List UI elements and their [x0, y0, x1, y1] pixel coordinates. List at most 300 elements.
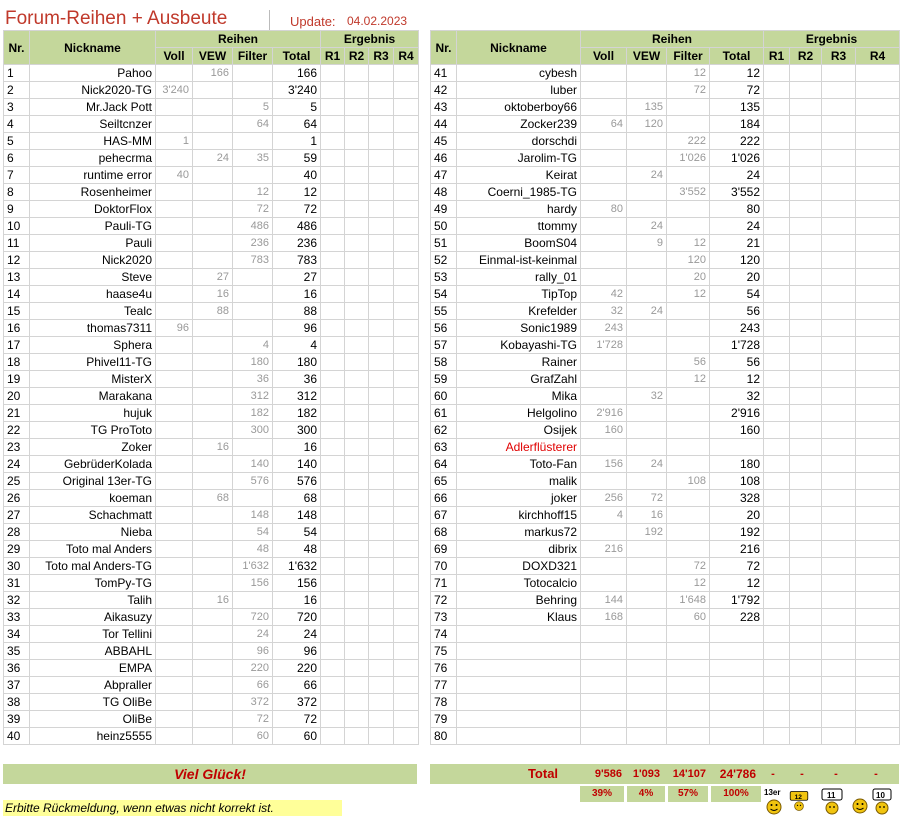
row-filter: 3'552 [667, 184, 710, 201]
row-nr: 13 [4, 269, 30, 286]
row-nr: 41 [431, 65, 457, 82]
row-result-r4 [856, 133, 900, 150]
row-result-r2 [345, 473, 369, 490]
row-filter [667, 456, 710, 473]
row-nr: 19 [4, 371, 30, 388]
row-nr: 62 [431, 422, 457, 439]
row-result-r2 [345, 456, 369, 473]
row-result-r4 [394, 201, 419, 218]
row-total: 180 [273, 354, 321, 371]
row-result-r3 [822, 405, 856, 422]
row-filter [233, 65, 273, 82]
row-result-r1 [764, 320, 790, 337]
row-voll [156, 439, 193, 456]
row-voll [581, 728, 627, 745]
row-vew [193, 218, 233, 235]
row-total: 1'632 [273, 558, 321, 575]
row-filter: 372 [233, 694, 273, 711]
row-result-r3 [369, 354, 394, 371]
table-row [4, 133, 419, 150]
row-nickname: Rosenheimer [30, 184, 156, 201]
row-total: 300 [273, 422, 321, 439]
row-filter [667, 303, 710, 320]
row-result-r3 [369, 694, 394, 711]
row-result-r3 [369, 99, 394, 116]
row-total: 72 [710, 558, 764, 575]
badge-10-icon [870, 786, 894, 816]
table-row [4, 694, 419, 711]
badge-11-label: 11 [827, 791, 836, 800]
row-vew [627, 184, 667, 201]
row-result-r4 [856, 660, 900, 677]
row-nickname: pehecrma [30, 150, 156, 167]
row-vew [627, 286, 667, 303]
row-nickname: Mr.Jack Pott [30, 99, 156, 116]
row-vew [627, 473, 667, 490]
row-result-r3 [369, 439, 394, 456]
row-result-r3 [369, 133, 394, 150]
row-result-r2 [790, 473, 822, 490]
row-filter: 60 [667, 609, 710, 626]
row-voll: 1'728 [581, 337, 627, 354]
row-nickname: Nick2020-TG [30, 82, 156, 99]
row-result-r1 [764, 728, 790, 745]
row-result-r4 [856, 252, 900, 269]
row-vew [193, 116, 233, 133]
row-result-r2 [345, 507, 369, 524]
row-result-r4 [394, 456, 419, 473]
row-nickname: Schachmatt [30, 507, 156, 524]
row-result-r2 [345, 269, 369, 286]
row-result-r1 [764, 235, 790, 252]
row-filter: 220 [233, 660, 273, 677]
row-result-r1 [321, 405, 345, 422]
row-result-r2 [790, 728, 822, 745]
row-filter: 12 [667, 286, 710, 303]
row-nickname: Talih [30, 592, 156, 609]
row-filter: 5 [233, 99, 273, 116]
row-result-r4 [394, 388, 419, 405]
row-result-r2 [790, 184, 822, 201]
row-result-r3 [822, 524, 856, 541]
row-vew [193, 371, 233, 388]
row-result-r2 [790, 439, 822, 456]
row-nickname: Original 13er-TG [30, 473, 156, 490]
row-vew [193, 677, 233, 694]
row-result-r3 [822, 643, 856, 660]
row-result-r4 [394, 99, 419, 116]
table-row [431, 201, 900, 218]
badge-10-label: 10 [876, 791, 885, 800]
row-result-r1 [764, 558, 790, 575]
row-result-r1 [764, 133, 790, 150]
row-vew [627, 422, 667, 439]
row-total: 4 [273, 337, 321, 354]
row-voll [581, 660, 627, 677]
row-result-r2 [345, 303, 369, 320]
row-total: 54 [273, 524, 321, 541]
row-vew [193, 405, 233, 422]
row-result-r1 [321, 184, 345, 201]
col-r3: R3 [822, 48, 856, 65]
row-result-r4 [856, 524, 900, 541]
row-total [710, 439, 764, 456]
row-nr: 39 [4, 711, 30, 728]
row-filter: 12 [233, 184, 273, 201]
row-nr: 55 [431, 303, 457, 320]
row-filter [233, 303, 273, 320]
row-result-r2 [790, 116, 822, 133]
row-voll [581, 558, 627, 575]
row-voll [156, 473, 193, 490]
row-result-r3 [369, 609, 394, 626]
row-result-r1 [321, 677, 345, 694]
row-result-r3 [822, 388, 856, 405]
row-vew: 16 [193, 286, 233, 303]
row-result-r1 [321, 337, 345, 354]
row-voll [581, 269, 627, 286]
row-filter: 72 [667, 558, 710, 575]
row-result-r3 [822, 116, 856, 133]
row-result-r4 [856, 490, 900, 507]
row-result-r3 [822, 711, 856, 728]
row-filter: 66 [233, 677, 273, 694]
row-result-r3 [822, 201, 856, 218]
row-total: 27 [273, 269, 321, 286]
row-voll [156, 643, 193, 660]
row-vew [193, 660, 233, 677]
row-result-r4 [856, 507, 900, 524]
row-total: 5 [273, 99, 321, 116]
row-nr: 33 [4, 609, 30, 626]
table-row [4, 660, 419, 677]
row-result-r3 [822, 694, 856, 711]
row-nickname: ABBAHL [30, 643, 156, 660]
row-result-r2 [345, 660, 369, 677]
row-result-r4 [856, 694, 900, 711]
row-nr: 37 [4, 677, 30, 694]
row-vew [627, 592, 667, 609]
row-filter: 35 [233, 150, 273, 167]
row-result-r4 [394, 694, 419, 711]
row-voll [156, 184, 193, 201]
row-nr: 52 [431, 252, 457, 269]
row-vew [627, 82, 667, 99]
row-vew [627, 677, 667, 694]
row-voll [156, 371, 193, 388]
table-row [4, 252, 419, 269]
row-nickname [457, 643, 581, 660]
row-nickname [457, 660, 581, 677]
row-result-r4 [856, 269, 900, 286]
row-result-r1 [321, 507, 345, 524]
row-vew [193, 133, 233, 150]
row-result-r4 [394, 133, 419, 150]
row-nickname: runtime error [30, 167, 156, 184]
row-vew: 24 [627, 456, 667, 473]
row-nickname: DoktorFlox [30, 201, 156, 218]
row-vew [193, 235, 233, 252]
row-nr: 54 [431, 286, 457, 303]
row-nr: 18 [4, 354, 30, 371]
row-voll [581, 167, 627, 184]
row-filter: 36 [233, 371, 273, 388]
row-result-r1 [321, 269, 345, 286]
row-voll [156, 524, 193, 541]
row-result-r3 [822, 303, 856, 320]
row-nr: 68 [431, 524, 457, 541]
row-vew: 166 [193, 65, 233, 82]
row-result-r4 [394, 439, 419, 456]
row-total: 56 [710, 354, 764, 371]
table-row [4, 167, 419, 184]
total-total: 24'786 [719, 767, 756, 781]
row-total: 108 [710, 473, 764, 490]
row-result-r3 [369, 201, 394, 218]
row-nickname: heinz5555 [30, 728, 156, 745]
row-filter [667, 405, 710, 422]
row-nickname: HAS-MM [30, 133, 156, 150]
row-result-r2 [345, 82, 369, 99]
row-result-r2 [790, 99, 822, 116]
row-vew [193, 609, 233, 626]
row-vew [193, 337, 233, 354]
total-label: Total [527, 766, 559, 781]
row-total: 24 [273, 626, 321, 643]
row-total: 160 [710, 422, 764, 439]
row-result-r2 [345, 354, 369, 371]
row-result-r4 [856, 167, 900, 184]
row-nickname: Mika [457, 388, 581, 405]
row-result-r3 [369, 371, 394, 388]
row-result-r3 [822, 354, 856, 371]
row-vew [627, 694, 667, 711]
row-result-r3 [369, 184, 394, 201]
row-result-r1 [764, 541, 790, 558]
row-total: 64 [273, 116, 321, 133]
row-total: 54 [710, 286, 764, 303]
row-total: 328 [710, 490, 764, 507]
row-voll: 256 [581, 490, 627, 507]
row-nr: 34 [4, 626, 30, 643]
row-total: 3'552 [710, 184, 764, 201]
row-voll: 96 [156, 320, 193, 337]
table-row [431, 252, 900, 269]
row-nickname: Jarolim-TG [457, 150, 581, 167]
row-vew [627, 609, 667, 626]
row-voll [156, 694, 193, 711]
row-result-r4 [394, 558, 419, 575]
row-result-r1 [321, 201, 345, 218]
row-vew: 192 [627, 524, 667, 541]
row-nr: 6 [4, 150, 30, 167]
col-group-reihen: Reihen [156, 31, 321, 48]
row-nickname: haase4u [30, 286, 156, 303]
row-result-r2 [790, 388, 822, 405]
row-vew: 72 [627, 490, 667, 507]
row-result-r2 [790, 201, 822, 218]
row-vew: 68 [193, 490, 233, 507]
table-row [431, 609, 900, 626]
row-vew [193, 694, 233, 711]
row-nr: 24 [4, 456, 30, 473]
row-result-r4 [394, 167, 419, 184]
row-result-r1 [764, 354, 790, 371]
row-filter [233, 133, 273, 150]
row-total: 12 [710, 65, 764, 82]
pct-vew: 4% [627, 786, 665, 802]
row-voll [156, 99, 193, 116]
table-row [431, 388, 900, 405]
row-result-r3 [822, 541, 856, 558]
row-nickname: TG OliBe [30, 694, 156, 711]
row-nickname: hardy [457, 201, 581, 218]
row-filter: 24 [233, 626, 273, 643]
row-filter [667, 490, 710, 507]
row-nr: 5 [4, 133, 30, 150]
row-filter [667, 660, 710, 677]
row-result-r3 [822, 558, 856, 575]
badge-13er-label: 13er [764, 788, 781, 797]
row-result-r4 [856, 82, 900, 99]
row-result-r3 [822, 99, 856, 116]
row-result-r4 [856, 388, 900, 405]
row-result-r4 [394, 337, 419, 354]
row-nr: 58 [431, 354, 457, 371]
row-voll [581, 235, 627, 252]
row-result-r3 [822, 167, 856, 184]
row-result-r1 [764, 507, 790, 524]
row-result-r1 [764, 388, 790, 405]
feedback-note: Erbitte Rückmeldung, wenn etwas nicht korrekt ist. [3, 800, 342, 816]
row-nr: 7 [4, 167, 30, 184]
row-voll [581, 82, 627, 99]
row-voll [156, 65, 193, 82]
row-vew [627, 626, 667, 643]
row-result-r4 [394, 235, 419, 252]
row-result-r2 [345, 150, 369, 167]
table-row [4, 677, 419, 694]
table-row [431, 184, 900, 201]
row-voll [581, 354, 627, 371]
row-result-r4 [394, 473, 419, 490]
row-total: 135 [710, 99, 764, 116]
col-group-ergebnis: Ergebnis [321, 31, 419, 48]
row-result-r1 [764, 575, 790, 592]
row-filter: 576 [233, 473, 273, 490]
row-vew: 16 [193, 592, 233, 609]
row-voll [581, 439, 627, 456]
row-result-r1 [321, 65, 345, 82]
row-result-r1 [764, 337, 790, 354]
row-result-r4 [394, 711, 419, 728]
total-r1: - [771, 768, 775, 780]
row-total: 96 [273, 320, 321, 337]
row-result-r3 [369, 116, 394, 133]
row-filter [667, 439, 710, 456]
row-nickname: Abpraller [30, 677, 156, 694]
table-row [4, 592, 419, 609]
row-result-r3 [369, 711, 394, 728]
table-row [431, 354, 900, 371]
row-result-r3 [369, 388, 394, 405]
row-result-r2 [345, 201, 369, 218]
row-total: 1'026 [710, 150, 764, 167]
row-nickname: rally_01 [457, 269, 581, 286]
row-nr: 35 [4, 643, 30, 660]
row-result-r2 [345, 439, 369, 456]
row-voll: 4 [581, 507, 627, 524]
row-result-r4 [856, 439, 900, 456]
row-vew [193, 711, 233, 728]
row-voll [156, 218, 193, 235]
row-result-r4 [394, 218, 419, 235]
row-filter [233, 269, 273, 286]
row-voll: 156 [581, 456, 627, 473]
row-nr: 67 [431, 507, 457, 524]
row-result-r1 [321, 439, 345, 456]
row-result-r4 [856, 609, 900, 626]
row-nr: 45 [431, 133, 457, 150]
row-nr: 26 [4, 490, 30, 507]
row-result-r2 [345, 65, 369, 82]
row-voll [581, 99, 627, 116]
row-result-r3 [369, 558, 394, 575]
row-vew [193, 626, 233, 643]
table-row [4, 575, 419, 592]
table-row [431, 99, 900, 116]
row-vew [193, 422, 233, 439]
row-result-r2 [345, 218, 369, 235]
row-nr: 71 [431, 575, 457, 592]
row-result-r4 [856, 286, 900, 303]
col-total: Total [710, 48, 764, 65]
right-table [430, 30, 900, 745]
row-filter: 72 [233, 201, 273, 218]
row-filter [667, 201, 710, 218]
row-nickname: DOXD321 [457, 558, 581, 575]
row-result-r2 [790, 150, 822, 167]
smiley-icon [848, 786, 872, 816]
row-result-r4 [856, 626, 900, 643]
row-result-r3 [369, 82, 394, 99]
badge-12-label: 12 [794, 793, 802, 801]
row-result-r2 [790, 677, 822, 694]
row-vew: 24 [627, 218, 667, 235]
row-result-r1 [321, 303, 345, 320]
row-vew [627, 711, 667, 728]
row-result-r1 [764, 150, 790, 167]
row-nr: 14 [4, 286, 30, 303]
row-voll: 2'916 [581, 405, 627, 422]
row-nickname: dibrix [457, 541, 581, 558]
row-nickname: TomPy-TG [30, 575, 156, 592]
row-result-r2 [345, 422, 369, 439]
row-result-r1 [321, 660, 345, 677]
row-vew [627, 65, 667, 82]
row-result-r1 [321, 558, 345, 575]
row-total [710, 728, 764, 745]
row-nickname: Steve [30, 269, 156, 286]
row-result-r1 [764, 677, 790, 694]
table-row [4, 320, 419, 337]
row-filter [233, 320, 273, 337]
row-result-r2 [790, 422, 822, 439]
row-nickname: kirchhoff15 [457, 507, 581, 524]
row-voll [156, 337, 193, 354]
row-result-r1 [321, 626, 345, 643]
table-row [4, 65, 419, 82]
